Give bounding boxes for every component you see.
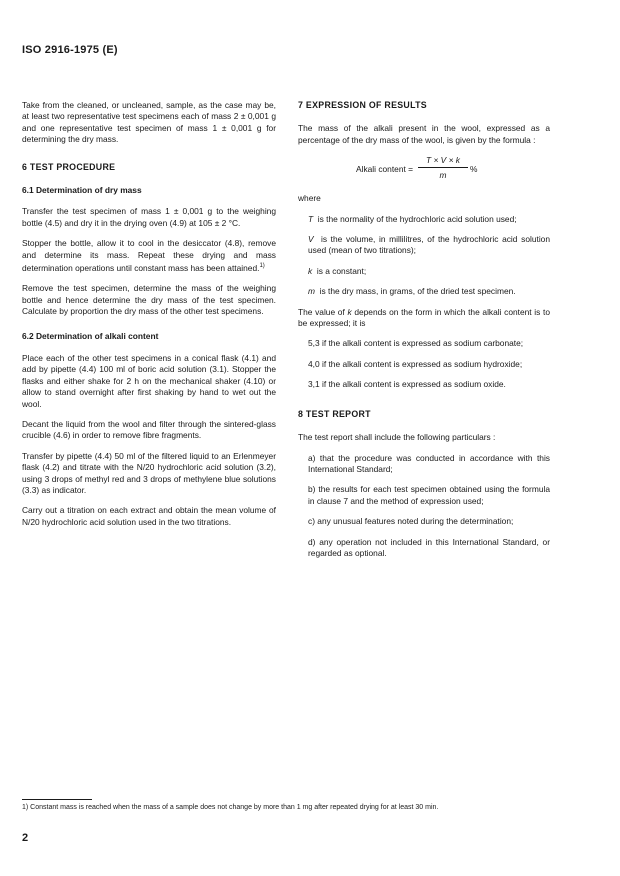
page-number: 2: [22, 832, 29, 844]
formula-lhs: Alkali content =: [356, 164, 414, 175]
right-column: [298, 100, 550, 568]
section-7-paragraph: The mass of the alkali present in the wool, expressed as a percentage of the dry mass of the wool, is given by the formula :: [298, 123, 550, 145]
section-6-2-paragraph-2: Decant the liquid from the wool and filter through the sintered-glass crucible (4.6) in order to remove fibre fragments.: [22, 418, 276, 441]
k-value-item: 3,1 if the alkali content is expressed as sodium oxide.: [308, 379, 506, 390]
formula-numerator: T × V × k: [418, 155, 468, 167]
section-6-1-paragraph-3: Remove the test specimen, determine the mass of the weighing bottle and hence determine the dry mass of the test specimen. Calculate by proportion the dry mass of the other test specimens.: [22, 283, 276, 317]
definition-item: T is the normality of the hydrochloric acid solution used;: [308, 213, 517, 224]
definition-item: m is the dry mass, in grams, of the dried test specimen.: [308, 286, 516, 297]
section-6-2-heading: 6.2 Determination of alkali content: [22, 331, 159, 342]
footnote: 1) Constant mass is reached when the mass of a sample does not change by more than 1 mg after repeated drying for at least 30 min.: [22, 804, 439, 811]
intro-paragraph: Take from the cleaned, or uncleaned, sample, as the case may be, at least two representative test specimens each of mass 2 ± 0,001 g and one representative test specimen of mass 1 ± 0,001 g for determining the dry mass.: [22, 100, 276, 145]
report-item: a) that the procedure was conducted in accordance with this International Standard;: [308, 452, 550, 474]
section-6-2-paragraph-4: Carry out a titration on each extract and obtain the mean volume of N/20 hydrochloric acid solution used in the two titrations.: [22, 505, 276, 527]
report-item: b) the results for each test specimen obtained using the formula in clause 7 and the method of expression used;: [308, 484, 550, 506]
section-6-heading: 6 TEST PROCEDURE: [22, 161, 116, 172]
k-value-paragraph: The value of k depends on the form in which the alkali content is to be expressed; it is: [298, 306, 551, 329]
definition-list: [298, 214, 550, 298]
left-column: [22, 100, 276, 537]
section-6-2-paragraph-3: Transfer by pipette (4.4) 50 ml of the filtered liquid to an Erlenmeyer flask (4.2) and titrate with the N/20 hydrochloric acid solution (3.2), using 3 drops of methyl red and 3 drops of methylene blue solutions (3.3) as indicator.: [22, 450, 276, 495]
where-label: where: [298, 193, 321, 204]
document-header: ISO 2916-1975 (E): [22, 44, 118, 56]
section-6-1-paragraph-1: Transfer the test specimen of mass 1 ± 0,001 g to the weighing bottle (4.5) and dry it in the drying oven (4.9) at 105 ± 2 °C.: [22, 206, 276, 228]
definition-item: k is a constant;: [308, 265, 367, 276]
report-item: c) any unusual features noted during the determination;: [308, 516, 514, 527]
definition-item: V is the volume, in millilitres, of the hydrochloric acid solution used (mean of two titrations);: [308, 234, 550, 256]
k-value-item: 5,3 if the alkali content is expressed as sodium carbonate;: [308, 338, 524, 349]
section-7-heading: 7 EXPRESSION OF RESULTS: [298, 100, 427, 110]
formula-unit: %: [470, 164, 478, 175]
formula-denominator: m: [439, 170, 447, 181]
footnote-ref: 1): [259, 263, 265, 270]
section-6-2-paragraph-1: Place each of the other test specimens in a conical flask (4.1) and add by pipette (4.4) 100 ml of boric acid solution (3.1). Stopper the flasks and either shake for 2 h on the mechanical shaker (4.10) or allow to stand overnight after first shaking by hand to wet out the wool.: [22, 352, 276, 409]
section-6-1-heading: 6.1 Determination of dry mass: [22, 185, 142, 196]
alkali-formula: [298, 155, 550, 185]
section-6-1-paragraph-2: Stopper the bottle, allow it to cool in the desiccator (4.8), remove and determine its mass. Repeat these drying and mass determination operations until constant mass has been attained.$^{1)}$: [22, 238, 276, 273]
section-8-heading: 8 TEST REPORT: [298, 408, 371, 419]
footnote-divider: [22, 799, 92, 800]
section-8-paragraph: The test report shall include the following particulars :: [298, 432, 496, 443]
report-item: d) any operation not included in this International Standard, or regarded as optional.: [308, 536, 550, 558]
k-value-item: 4,0 if the alkali content is expressed as sodium hydroxide;: [308, 358, 523, 369]
